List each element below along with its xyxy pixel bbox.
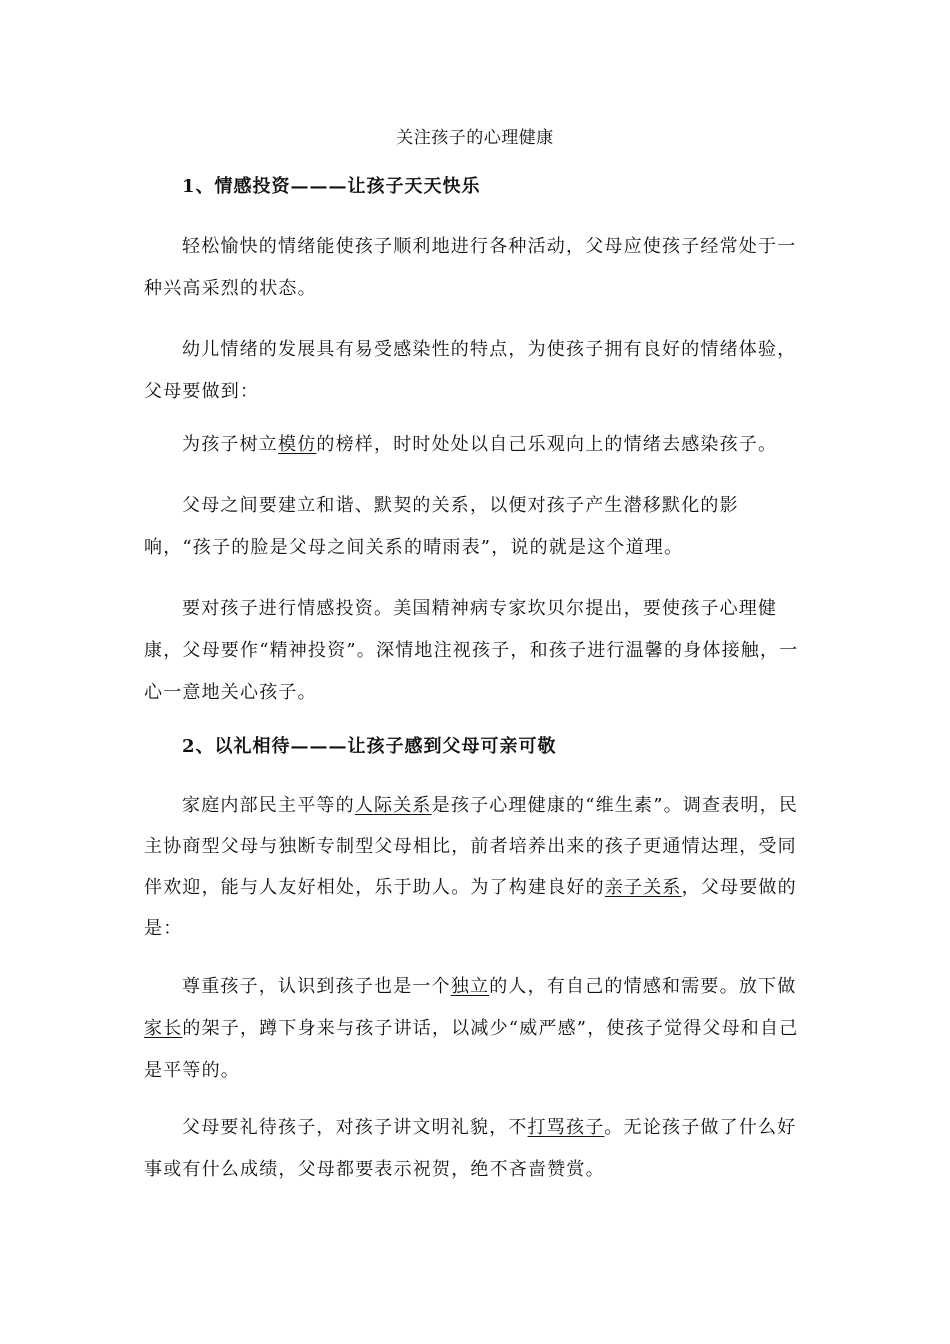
- term-link-renji-guanxi[interactable]: 人际关系: [354, 795, 432, 816]
- section-1-paragraph-2: 幼儿情绪的发展具有易受感染性的特点，为使孩子拥有良好的情绪体验，父母要做到：: [144, 339, 797, 402]
- section-1-paragraph-3: [144, 424, 806, 466]
- section-1-heading: 1、情感投资———让孩子天天快乐: [182, 176, 481, 197]
- text-segment: 尊重孩子，认识到孩子也是一个: [182, 976, 451, 997]
- term-link-qinzi-guanxi[interactable]: 亲子关系: [604, 877, 682, 898]
- section-2-paragraph-2: [144, 966, 806, 1092]
- text-segment: 家庭内部民主平等的: [182, 795, 355, 816]
- text-segment: 是孩子心理健康的“维生素”。调查表明，民主协商型父母与独断专制型父母相比，前者培养出来的孩子更通情达理，受同伴欢迎，能与人友好相处，乐于助人。为了构建良好的: [144, 795, 799, 898]
- section-2-paragraph-3: [144, 1107, 806, 1191]
- text-segment: 的架子，蹲下身来与孩子讲话，以减少“威严感”，使孩子觉得父母和自己是平等的。: [144, 1018, 799, 1081]
- term-link-jiazhang[interactable]: 家长: [144, 1018, 183, 1039]
- text-segment: 的榜样，时时处处以自己乐观向上的情绪去感染孩子。: [316, 434, 778, 455]
- text-segment: 。无论孩子做了什么好事或有什么成绩，父母都要表示祝贺，绝不吝啬赞赏。: [144, 1117, 797, 1180]
- term-link-mofang[interactable]: 模仿: [278, 434, 317, 455]
- document-title: 关注孩子的心理健康: [396, 128, 554, 148]
- section-1-paragraph-5: 要对孩子进行情感投资。美国精神病专家坎贝尔提出，要使孩子心理健康，父母要作“精神投资”。深情地注视孩子，和孩子进行温馨的身体接触，一心一意地关心孩子。: [144, 598, 799, 703]
- section-1-paragraph-4: 父母之间要建立和谐、默契的关系，以便对孩子产生潜移默化的影响，“孩子的脸是父母之间关系的晴雨表”，说的就是这个道理。: [144, 495, 739, 558]
- text-segment: 的人，有自己的情感和需要。放下做: [489, 976, 797, 997]
- section-2-paragraph-1: [144, 785, 806, 949]
- text-segment: 父母要礼待孩子，对孩子讲文明礼貌，不: [182, 1117, 528, 1138]
- text-segment: ，父母要做的是：: [144, 877, 797, 939]
- text-segment: 为孩子树立: [182, 434, 278, 455]
- section-1-paragraph-1: 轻松愉快的情绪能使孩子顺利地进行各种活动，父母应使孩子经常处于一种兴高采烈的状态。: [144, 236, 797, 299]
- term-link-duli[interactable]: 独立: [450, 976, 490, 997]
- section-2-heading: 2、以礼相待———让孩子感到父母可亲可敬: [182, 736, 557, 757]
- term-link-dama-haizi[interactable]: 打骂孩子: [527, 1117, 605, 1138]
